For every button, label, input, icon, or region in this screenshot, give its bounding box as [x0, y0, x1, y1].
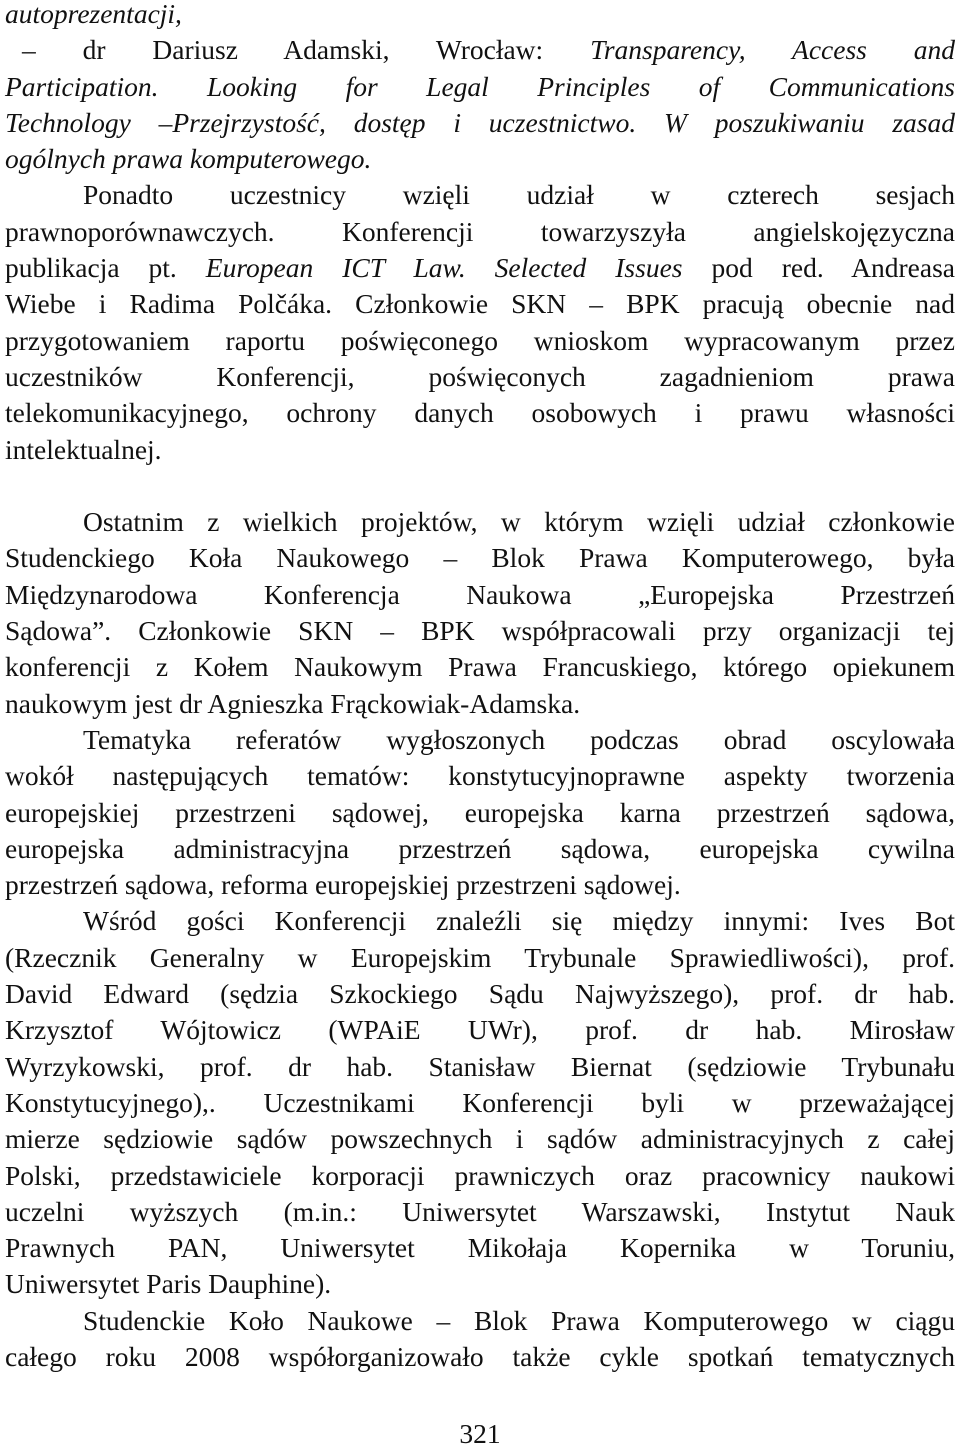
paragraph-3: [5, 722, 955, 903]
text-line: konferencji z Kołem Naukowym Prawa Francuskiego, którego opiekunem: [5, 651, 955, 683]
text-line: Studenckiego Koła Naukowego – Blok Prawa Komputerowego, była: [5, 542, 955, 574]
text-line: Ostatnim z wielkich projektów, w którym wzięli udział członkowie: [83, 506, 955, 538]
text-line: Uniwersytet Paris Dauphine).: [5, 1268, 332, 1300]
text-line: Wyrzykowski, prof. dr hab. Stanisław Biernat (sędziowie Trybunału: [5, 1050, 955, 1082]
text-line: Ponadto uczestnicy wzięli udział w czterech sesjach: [83, 179, 955, 211]
text-line: europejskiej przestrzeni sądowej, europejska karna przestrzeń sądowa,: [5, 796, 955, 828]
text-line: naukowym jest dr Agnieszka Frąckowiak-Adamska.: [5, 687, 581, 719]
text-line: Sądowa”. Członkowie SKN – BPK współpracowali przy organizacji tej: [5, 615, 955, 647]
text-line: uczestników Konferencji, poświęconych zagadnieniom prawa: [5, 360, 955, 392]
text-line: (Rzecznik Generalny w Europejskim Trybunale Sprawiedliwości), prof.: [5, 941, 955, 973]
text-line: uczelni wyższych (m.in.: Uniwersytet Warszawski, Instytut Nauk: [5, 1195, 955, 1227]
text-line: Krzysztof Wójtowicz (WPAiE UWr), prof. dr hab. Mirosław: [5, 1014, 955, 1046]
text-line: Wśród gości Konferencji znaleźli się między innymi: Ives Bot: [83, 905, 955, 937]
paragraph-2: [5, 504, 955, 722]
text-line: Participation. Looking for Legal Principles of Communications: [5, 70, 955, 102]
text-line: wokół następujących tematów: konstytucyjnoprawne aspekty tworzenia: [5, 760, 955, 792]
text-line: publikacja pt. European ICT Law. Selected Issues pod red. Andreasa: [5, 252, 956, 284]
text-line: prawnoporównawczych. Konferencji towarzyszyła angielskojęzyczna: [5, 215, 955, 247]
text-line: Studenckie Koło Naukowe – Blok Prawa Komputerowego w ciągu: [83, 1304, 955, 1336]
text-line: intelektualnej.: [5, 433, 162, 465]
text-line: mierze sędziowie sądów powszechnych i sądów administracyjnych z całej: [5, 1123, 955, 1155]
paragraph-1: [5, 0, 955, 468]
text-line: Tematyka referatów wygłoszonych podczas obrad oscylowała: [83, 723, 955, 755]
text-line: całego roku 2008 współorganizowało także cykle spotkań tematycznych: [5, 1340, 955, 1372]
text-line: Konstytucyjnego),. Uczestnikami Konferencji byli w przeważającej: [5, 1086, 955, 1118]
page-body: [5, 0, 955, 1375]
text-line: Polski, przedstawiciele korporacji prawniczych oraz pracownicy naukowi: [5, 1159, 955, 1191]
text-line: telekomunikacyjnego, ochrony danych osobowych i prawu własności: [5, 397, 955, 429]
text-line: Międzynarodowa Konferencja Naukowa „Europejska Przestrzeń: [5, 578, 955, 610]
text-line: przestrzeń sądowa, reforma europejskiej przestrzeni sądowej.: [5, 869, 681, 901]
text-line: Wiebe i Radima Polčáka. Członkowie SKN – BPK pracują obecnie nad: [5, 288, 955, 320]
paragraph-gap: [5, 468, 955, 504]
paragraph-5: [5, 1303, 955, 1376]
text-line: Technology –Przejrzystość, dostęp i uczestnictwo. W poszukiwaniu zasad: [5, 106, 955, 138]
paragraph-4: [5, 903, 955, 1302]
text-line: Prawnych PAN, Uniwersytet Mikołaja Kopernika w Toruniu,: [5, 1232, 955, 1264]
text-line: ogólnych prawa komputerowego.: [5, 143, 372, 175]
page-number: 321: [459, 1418, 501, 1449]
text-line: David Edward (sędzia Szkockiego Sądu Najwyższego), prof. dr hab.: [5, 978, 955, 1010]
text-line: przygotowaniem raportu poświęconego wnioskom wypracowanym przez: [5, 324, 955, 356]
text-line: europejska administracyjna przestrzeń sądowa, europejska cywilna: [5, 832, 955, 864]
text-line: autoprezentacji,: [5, 0, 182, 29]
text-line: – dr Dariusz Adamski, Wrocław: Transparency, Access and: [22, 34, 955, 66]
